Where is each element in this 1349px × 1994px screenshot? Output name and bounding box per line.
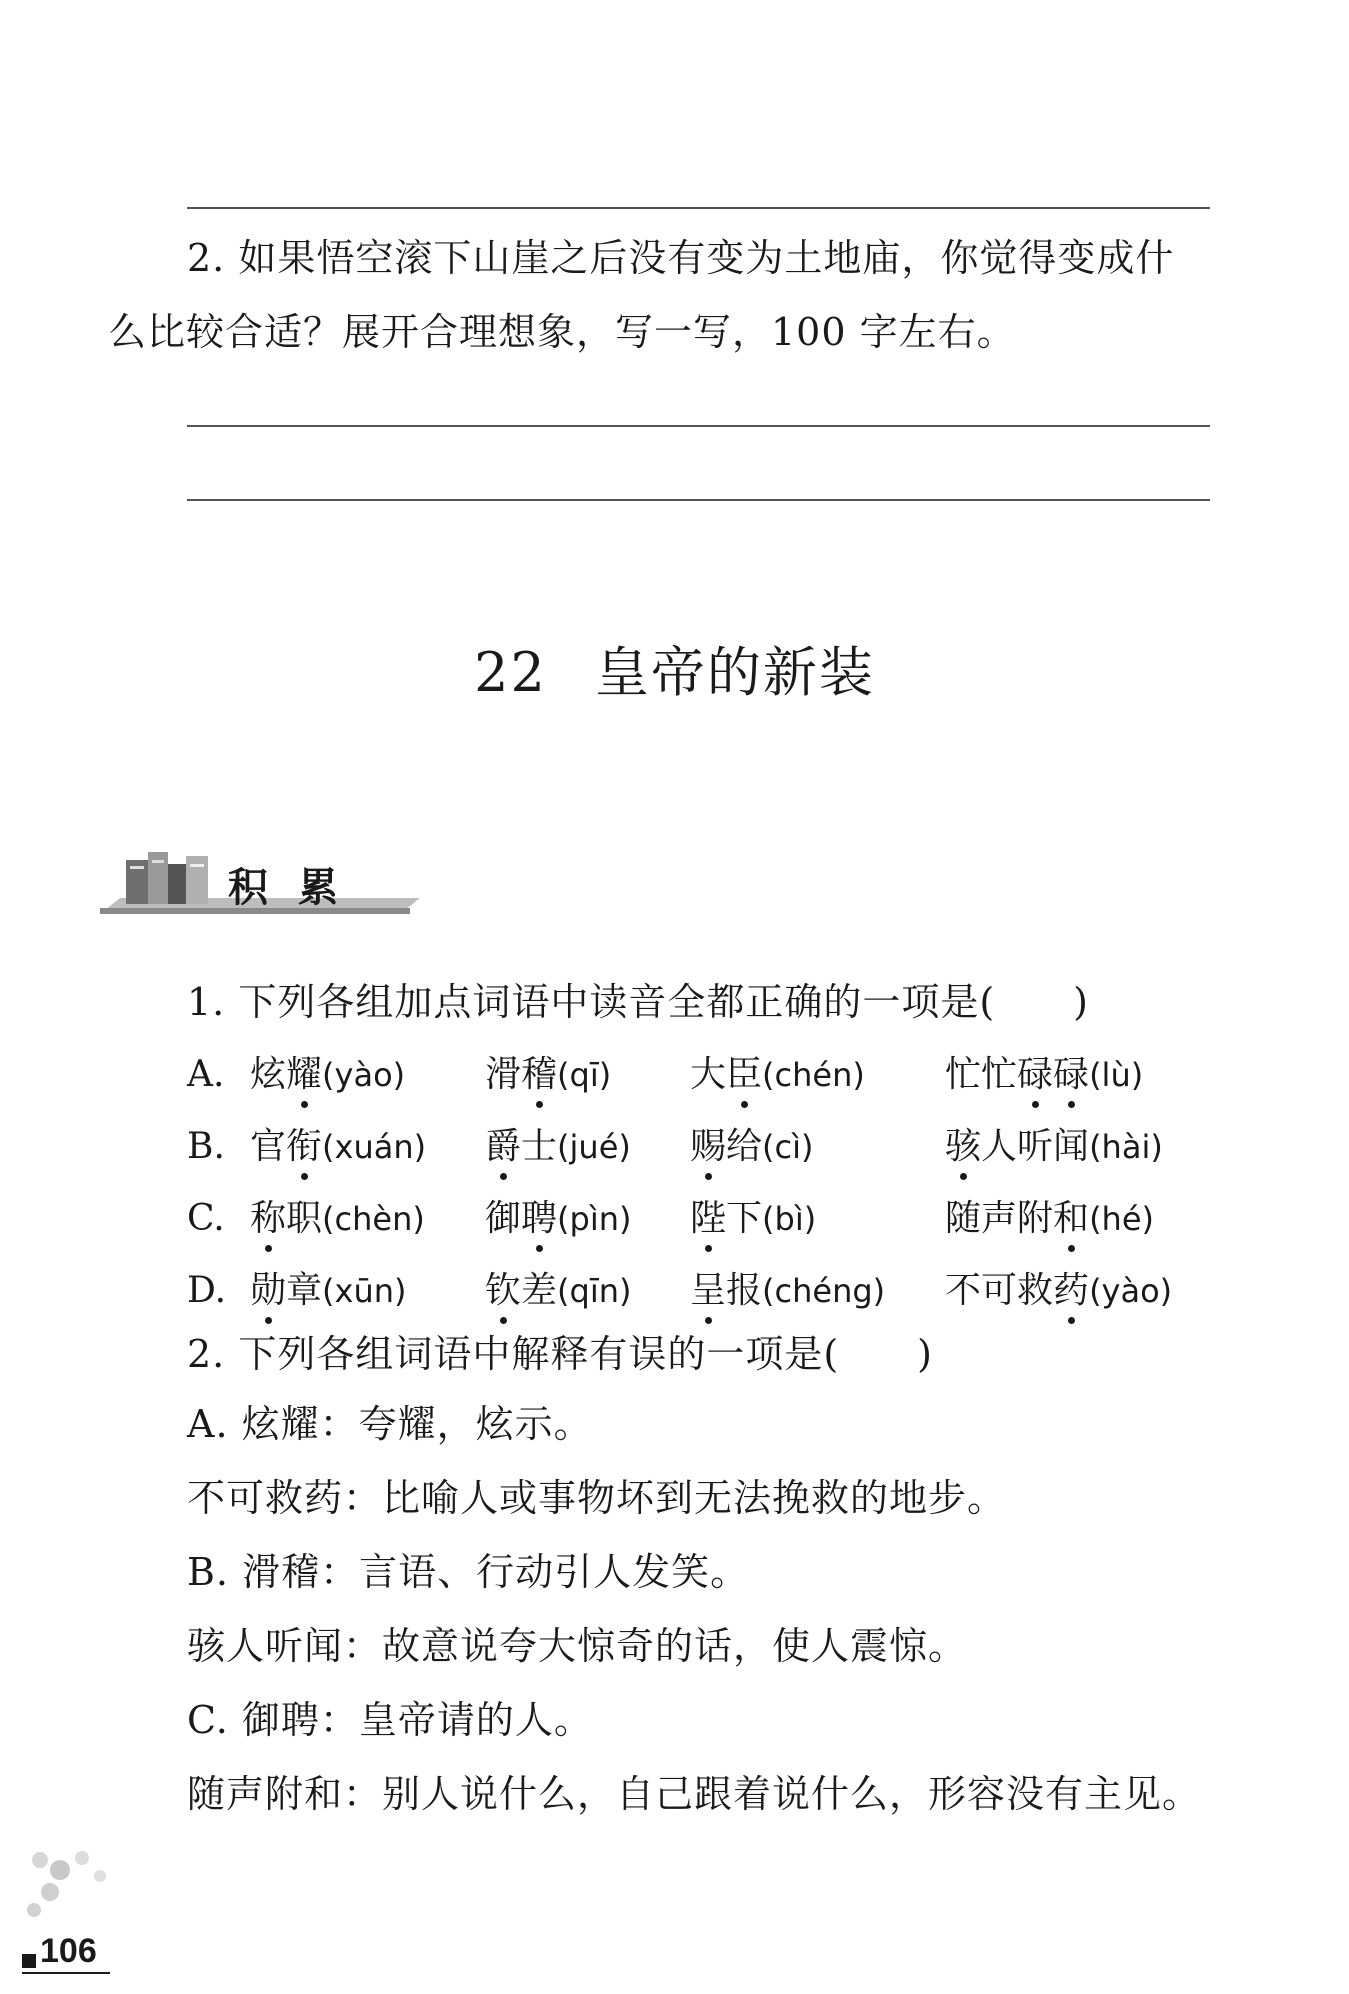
option-char: 碌 <box>1017 1052 1053 1098</box>
option-pinyin: (pìn) <box>557 1200 632 1238</box>
option-char: 官 <box>250 1126 287 1167</box>
question-2-line-1: 2. 如果悟空滚下山崖之后没有变为土地庙，你觉得变成什 <box>187 236 1175 280</box>
option-pinyin: (lù) <box>1089 1056 1144 1094</box>
option-char: 御 <box>485 1198 522 1239</box>
question-1-stem: 1. 下列各组加点词语中读音全都正确的一项是( ) <box>187 980 1089 1024</box>
option-char: 炫 <box>250 1054 287 1095</box>
page-number-underline <box>22 1972 110 1974</box>
option-char: 药 <box>1053 1268 1089 1314</box>
section-banner-label: 积累 <box>228 865 368 911</box>
option-char: 大 <box>690 1054 727 1095</box>
explanation-line-a1: A. 炫耀：夸耀，炫示。 <box>187 1402 593 1446</box>
option-pinyin: (bì) <box>762 1200 817 1238</box>
option-char: 碌 <box>1053 1052 1089 1098</box>
option-item <box>945 1268 1172 1314</box>
option-char: 救 <box>1017 1270 1054 1311</box>
option-item <box>945 1196 1154 1242</box>
option-char: 闻 <box>1053 1126 1090 1167</box>
option-char: 附 <box>1017 1198 1054 1239</box>
option-char: 听 <box>1017 1126 1054 1167</box>
option-item <box>945 1052 1143 1098</box>
option-char: 给 <box>726 1126 763 1167</box>
answer-line-1 <box>187 207 1210 209</box>
option-letter: C. <box>187 1198 225 1239</box>
lesson-number: 22 <box>474 641 547 704</box>
explanation-line-c2: 随声附和：别人说什么，自己跟着说什么，形容没有主见。 <box>187 1772 1202 1816</box>
option-char: 和 <box>1053 1196 1089 1242</box>
page-number <box>22 1932 112 1976</box>
option-item <box>485 1052 611 1098</box>
option-char: 下 <box>726 1198 763 1239</box>
option-pinyin: (chén) <box>762 1056 865 1094</box>
option-pinyin: (qī) <box>557 1056 612 1094</box>
option-item <box>485 1124 631 1170</box>
option-char: 忙 <box>945 1054 982 1095</box>
option-pinyin: (hài) <box>1089 1128 1163 1166</box>
option-char: 报 <box>726 1270 763 1311</box>
option-pinyin: (chéng) <box>762 1272 886 1310</box>
option-char: 差 <box>521 1270 558 1311</box>
option-char: 声 <box>981 1198 1018 1239</box>
explanation-line-c1: C. 御聘：皇帝请的人。 <box>187 1698 593 1742</box>
option-item <box>690 1052 865 1098</box>
option-pinyin: (cì) <box>762 1128 814 1166</box>
option-char: 勋 <box>250 1268 286 1314</box>
option-char: 钦 <box>485 1268 521 1314</box>
option-pinyin: (jué) <box>557 1128 631 1166</box>
option-item <box>690 1124 813 1170</box>
option-item <box>690 1196 816 1242</box>
option-char: 耀 <box>286 1052 322 1098</box>
option-item <box>945 1124 1163 1170</box>
option-char: 随 <box>945 1198 982 1239</box>
option-item <box>485 1268 631 1314</box>
option-char: 称 <box>250 1196 286 1242</box>
page-number-marker <box>22 1954 36 1968</box>
option-letter: B. <box>187 1126 225 1167</box>
option-char: 不 <box>945 1270 982 1311</box>
option-item <box>250 1196 425 1242</box>
option-item <box>250 1052 405 1098</box>
option-pinyin: (xūn) <box>322 1272 407 1310</box>
option-char: 陛 <box>690 1196 726 1242</box>
option-char: 稽 <box>521 1052 557 1098</box>
option-pinyin: (yào) <box>1089 1272 1173 1310</box>
option-char: 臣 <box>726 1052 762 1098</box>
option-item <box>485 1196 631 1242</box>
option-char: 爵 <box>485 1124 521 1170</box>
option-pinyin: (hé) <box>1089 1200 1154 1238</box>
option-char: 章 <box>286 1270 323 1311</box>
option-pinyin: (yào) <box>322 1056 406 1094</box>
explanation-line-a2: 不可救药：比喻人或事物坏到无法挽救的地步。 <box>187 1476 1007 1520</box>
option-char: 骇 <box>945 1124 981 1170</box>
lesson-name: 皇帝的新装 <box>594 641 875 704</box>
option-letter: D. <box>187 1270 227 1311</box>
explanation-line-b2: 骇人听闻：故意说夸大惊奇的话，使人震惊。 <box>187 1624 968 1668</box>
option-char: 可 <box>981 1270 1018 1311</box>
lesson-title <box>0 630 1349 707</box>
option-item <box>250 1124 426 1170</box>
option-char: 聘 <box>521 1196 557 1242</box>
page-number-text: 106 <box>40 1932 97 1970</box>
question-2-line-2: 么比较合适？展开合理想象，写一写，100 字左右。 <box>108 310 1016 354</box>
option-pinyin: (qīn) <box>557 1272 632 1310</box>
option-pinyin: (chèn) <box>322 1200 425 1238</box>
option-char: 衔 <box>286 1124 322 1170</box>
option-char: 人 <box>981 1126 1018 1167</box>
option-pinyin: (xuán) <box>322 1128 427 1166</box>
leaf-decoration-icon <box>20 1840 130 1930</box>
question-2-stem: 2. 下列各组词语中解释有误的一项是( ) <box>187 1332 933 1376</box>
option-char: 赐 <box>690 1124 726 1170</box>
option-letter: A. <box>187 1054 225 1095</box>
option-char: 呈 <box>690 1268 726 1314</box>
answer-line-2 <box>187 425 1210 427</box>
section-banner <box>100 846 420 918</box>
option-char: 滑 <box>485 1054 522 1095</box>
option-char: 职 <box>286 1198 323 1239</box>
explanation-line-b1: B. 滑稽：言语、行动引人发笑。 <box>187 1550 750 1594</box>
answer-line-3 <box>187 499 1210 501</box>
option-char: 士 <box>521 1126 558 1167</box>
option-item <box>690 1268 885 1314</box>
option-item <box>250 1268 407 1314</box>
option-char: 忙 <box>981 1054 1018 1095</box>
